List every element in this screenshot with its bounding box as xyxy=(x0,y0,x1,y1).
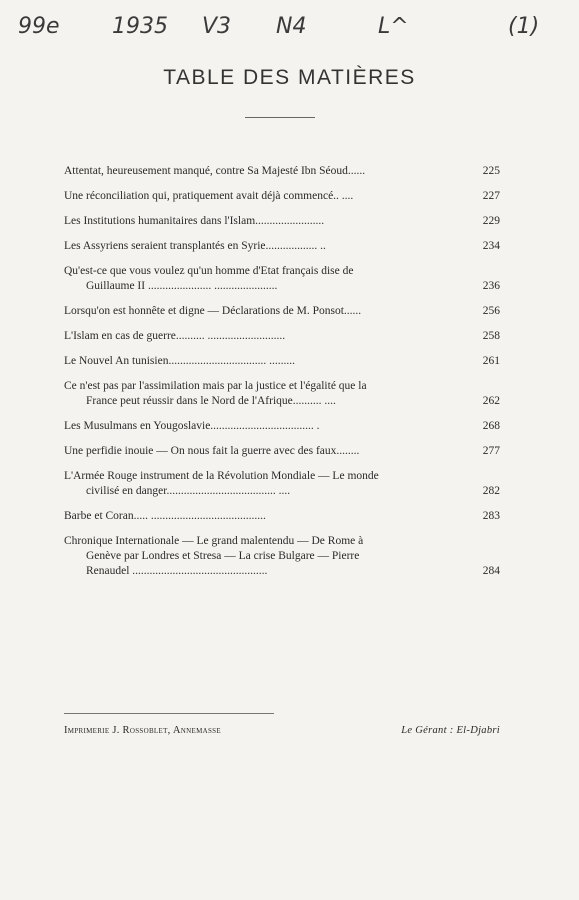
toc-page-number: 268 xyxy=(482,420,500,432)
toc-entry xyxy=(64,419,500,434)
toc-entry-text: Ce n'est pas par l'assimilation mais par la justice et l'égalité que la xyxy=(64,380,367,392)
handwritten-note: (1) xyxy=(508,14,540,39)
toc-entry-text: Qu'est-ce que vous voulez qu'un homme d'Etat français dise de xyxy=(64,265,354,277)
toc-entry-text: Barbe et Coran..... ........................................ xyxy=(64,510,266,522)
toc-entry-text: civilisé en danger...................................... .... xyxy=(86,485,291,497)
toc-page-number: 284 xyxy=(482,565,500,577)
toc-entry xyxy=(64,304,500,319)
toc-entry-text: Chronique Internationale — Le grand malentendu — De Rome à xyxy=(64,535,364,547)
handwritten-annotations xyxy=(0,8,579,48)
toc-entry xyxy=(64,329,500,344)
table-of-contents xyxy=(64,164,500,589)
toc-entry-text: Les Assyriens seraient transplantés en Syrie.................. .. xyxy=(64,240,326,252)
toc-page-number: 261 xyxy=(482,355,500,367)
toc-entry xyxy=(64,469,500,499)
handwritten-note: V3 xyxy=(202,14,232,39)
toc-page-number: 282 xyxy=(482,485,500,497)
manager-credit: Le Gérant : El-Djabri xyxy=(401,725,500,736)
handwritten-note: L^ xyxy=(378,14,409,39)
toc-page-number: 277 xyxy=(482,445,500,457)
toc-entry xyxy=(64,214,500,229)
toc-page-number: 225 xyxy=(482,165,500,177)
handwritten-note: 1935 xyxy=(112,14,168,39)
toc-entry-text: Une perfidie inouie — On nous fait la guerre avec des faux........ xyxy=(64,445,360,457)
toc-entry xyxy=(64,189,500,204)
toc-page-number: 234 xyxy=(482,240,500,252)
page-title: TABLE DES MATIÈRES xyxy=(163,66,416,89)
toc-entry-text: Les Musulmans en Yougoslavie.................................... . xyxy=(64,420,320,432)
title-divider xyxy=(245,117,315,118)
toc-page-number: 283 xyxy=(482,510,500,522)
toc-entry xyxy=(64,164,500,179)
toc-entry-text: France peut réussir dans le Nord de l'Afrique.......... .... xyxy=(86,395,336,407)
toc-entry-text: Une réconciliation qui, pratiquement avait déjà commencé.. .... xyxy=(64,190,354,202)
toc-entry-text: Guillaume II ...................... ...................... xyxy=(86,280,278,292)
toc-entry xyxy=(64,354,500,369)
toc-entry-text: Les Institutions humanitaires dans l'Islam........................ xyxy=(64,215,325,227)
toc-entry xyxy=(64,534,500,579)
toc-entry-text: Lorsqu'on est honnête et digne — Déclarations de M. Ponsot...... xyxy=(64,305,362,317)
toc-entry-text: Genève par Londres et Stresa — La crise Bulgare — Pierre xyxy=(86,550,360,562)
toc-page-number: 262 xyxy=(482,395,500,407)
toc-entry xyxy=(64,444,500,459)
toc-entry xyxy=(64,379,500,409)
footer-divider xyxy=(64,713,274,714)
toc-entry xyxy=(64,264,500,294)
handwritten-note: 99e xyxy=(18,14,60,39)
handwritten-note: N4 xyxy=(276,14,307,39)
toc-entry xyxy=(64,509,500,524)
toc-entry-text: Le Nouvel An tunisien.................................. ......... xyxy=(64,355,295,367)
toc-entry xyxy=(64,239,500,254)
printer-credit: Imprimerie J. Rossoblet, Annemasse xyxy=(64,725,221,736)
toc-page-number: 236 xyxy=(482,280,500,292)
toc-page-number: 227 xyxy=(482,190,500,202)
toc-page-number: 258 xyxy=(482,330,500,342)
toc-entry-text: Attentat, heureusement manqué, contre Sa Majesté Ibn Séoud...... xyxy=(64,165,366,177)
toc-page-number: 229 xyxy=(482,215,500,227)
toc-entry-text: L'Islam en cas de guerre.......... ........................... xyxy=(64,330,286,342)
toc-entry-text: L'Armée Rouge instrument de la Révolution Mondiale — Le monde xyxy=(64,470,379,482)
toc-page-number: 256 xyxy=(482,305,500,317)
toc-entry-text: Renaudel ............................................... xyxy=(86,565,268,577)
